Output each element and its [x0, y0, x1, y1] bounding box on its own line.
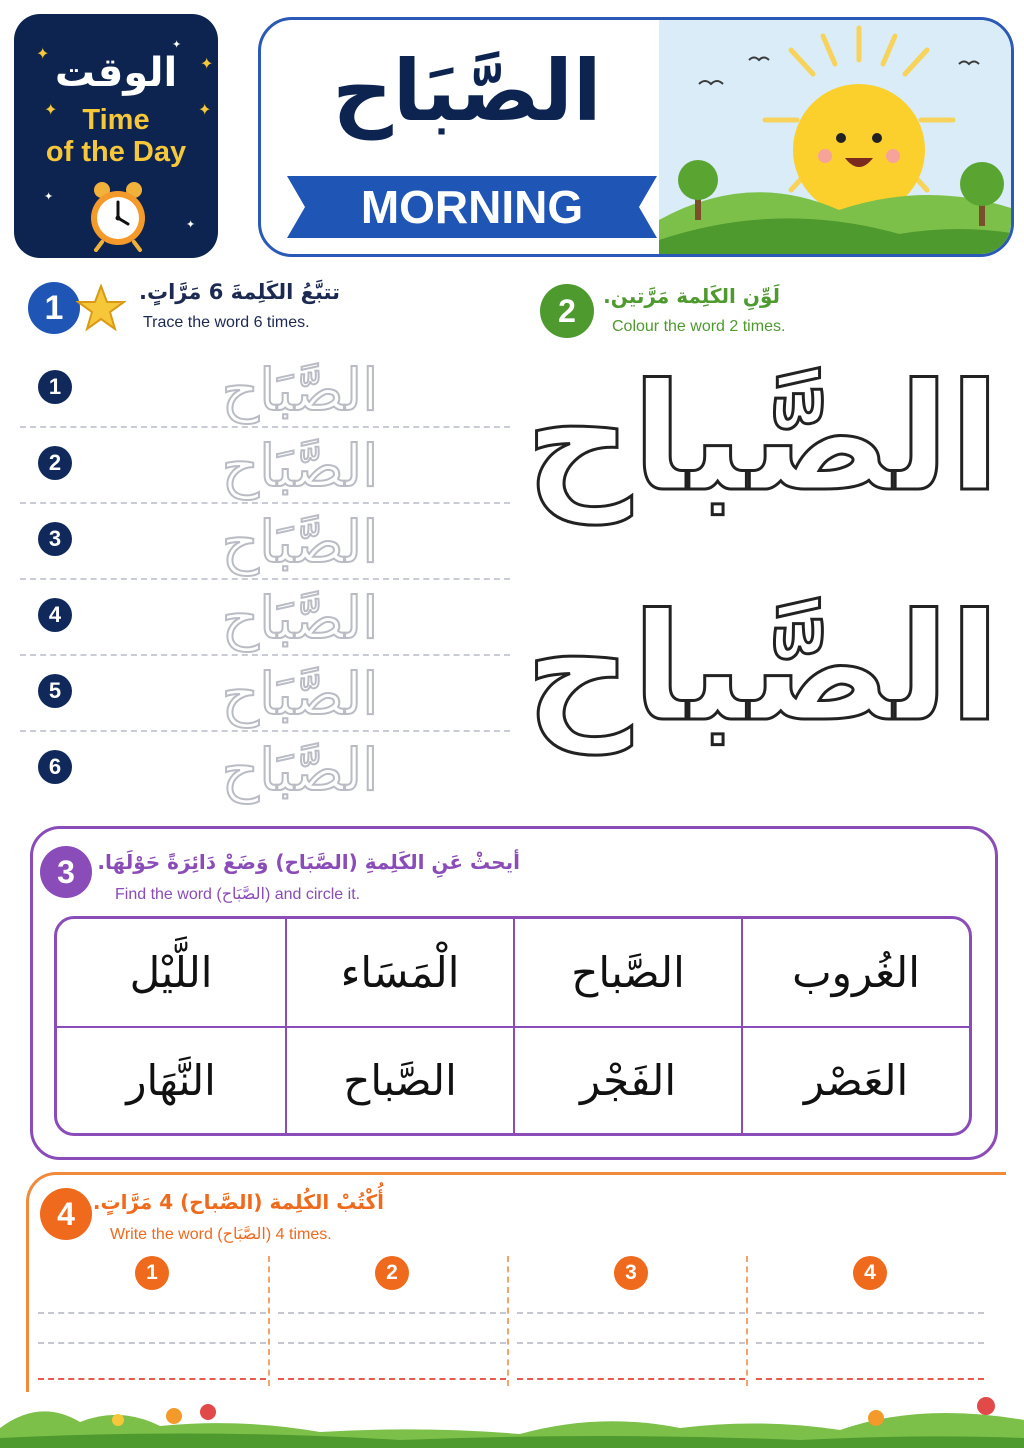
trace-row-number: 2: [38, 446, 72, 480]
word-cell[interactable]: الفَجْر: [513, 1026, 741, 1133]
writing-column[interactable]: [517, 1256, 745, 1382]
guide-line: [517, 1342, 745, 1344]
word-cell[interactable]: العَصْر: [741, 1026, 969, 1133]
title-ribbon: [287, 176, 657, 238]
section-2-instruction-en: Colour the word 2 times.: [612, 318, 786, 335]
column-divider: [268, 1256, 270, 1386]
sparkle-icon: ✦: [186, 218, 196, 231]
trace-row: [20, 428, 510, 504]
guide-line: [38, 1342, 266, 1344]
trace-row: [20, 656, 510, 732]
sparkle-icon: ✦: [198, 100, 212, 119]
section-3-number: 3: [40, 846, 92, 898]
base-line: [517, 1378, 745, 1380]
trace-row: [20, 504, 510, 580]
column-divider: [507, 1256, 509, 1386]
base-line: [756, 1378, 984, 1380]
column-divider: [746, 1256, 748, 1386]
word-cell[interactable]: اللَّيْل: [129, 948, 213, 997]
trace-row: [20, 580, 510, 656]
trace-word: الصَّبَاح: [221, 356, 379, 424]
section-1-instruction-ar: تتبَّعُ الكَلِمةَ 6 مَرَّاتٍ.: [139, 280, 340, 304]
sparkle-icon: ✦: [36, 44, 50, 63]
writing-column[interactable]: [38, 1256, 266, 1382]
page-title-ar: الصَّبَاح: [332, 42, 602, 140]
badge-title-en-1: Time: [82, 104, 150, 136]
section-1-number: 1: [28, 282, 80, 334]
flower-icon: [112, 1397, 995, 1426]
writing-column-number: 1: [135, 1256, 169, 1290]
trace-word: الصَّبَاح: [221, 508, 379, 576]
writing-column[interactable]: [278, 1256, 506, 1382]
trace-word: الصَّبَاح: [221, 432, 379, 500]
trace-row-number: 1: [38, 370, 72, 404]
sparkle-icon: ✦: [44, 190, 54, 203]
word-grid: [54, 916, 972, 1136]
time-of-day-badge: [14, 14, 218, 258]
section-1-instruction-en: Trace the word 6 times.: [143, 314, 310, 331]
writing-column-number: 3: [614, 1256, 648, 1290]
section-3-instruction-en: Find the word (الصَّبَاح) and circle it.: [115, 886, 361, 903]
trace-row: [20, 732, 510, 808]
section-2-number: 2: [540, 284, 594, 338]
trace-row-number: 5: [38, 674, 72, 708]
star-icon: [76, 284, 126, 332]
trace-row-number: 4: [38, 598, 72, 632]
sparkle-icon: ✦: [44, 100, 58, 119]
base-line: [38, 1378, 266, 1380]
word-cell[interactable]: الْمَسَاء: [285, 919, 513, 1026]
sparkle-icon: ✦: [172, 38, 182, 51]
guide-line: [517, 1312, 745, 1314]
colouring-word: الصَّباح: [525, 582, 1000, 754]
writing-column-number: 2: [375, 1256, 409, 1290]
section-2-instruction-ar: لَوِّنِ الكَلِمة مَرَّتين.: [603, 284, 780, 308]
guide-line: [38, 1312, 266, 1314]
trace-word: الصَّبَاح: [221, 736, 379, 804]
alarm-clock-icon: [88, 180, 148, 252]
section-4-instruction-en: Write the word (الصَّبَاح) 4 times.: [110, 1226, 332, 1243]
trace-row-number: 3: [38, 522, 72, 556]
word-cell[interactable]: الصَّباح: [285, 1026, 513, 1133]
section-4-instruction-ar: أُكْتُبْ الكُلِمة (الصَّباح) 4 مَرَّاتٍ.: [92, 1190, 384, 1214]
trace-word: الصَّبَاح: [221, 584, 379, 652]
page-title-en: MORNING: [360, 181, 584, 233]
word-cell[interactable]: الصَّباح: [513, 919, 741, 1026]
section-4-number: 4: [40, 1188, 92, 1240]
grass-footer-illustration: [0, 1388, 1024, 1448]
section-3-instruction-ar: أيحثْ عَنِ الكَلِمةِ (الصَّبَاح) وَضَعْ دَائِرَةً حَوْلَهَا.: [97, 850, 520, 874]
title-panel: [258, 17, 1014, 257]
sparkle-icon: ✦: [200, 54, 214, 73]
trace-row-number: 6: [38, 750, 72, 784]
guide-line: [278, 1342, 506, 1344]
badge-title-en-2: of the Day: [45, 136, 187, 168]
word-cell[interactable]: النَّهَار: [57, 1026, 285, 1133]
writing-column[interactable]: [756, 1256, 984, 1382]
colouring-word: الصَّباح: [525, 352, 1000, 524]
trace-word: الصَّبَاح: [221, 660, 379, 728]
guide-line: [756, 1342, 984, 1344]
guide-line: [756, 1312, 984, 1314]
guide-line: [278, 1312, 506, 1314]
word-cell[interactable]: الغُروب: [741, 919, 969, 1026]
base-line: [278, 1378, 506, 1380]
trace-row: [20, 352, 510, 428]
morning-scene-illustration: [659, 20, 1014, 257]
badge-title-ar: الوقت: [54, 50, 178, 96]
writing-column-number: 4: [853, 1256, 887, 1290]
